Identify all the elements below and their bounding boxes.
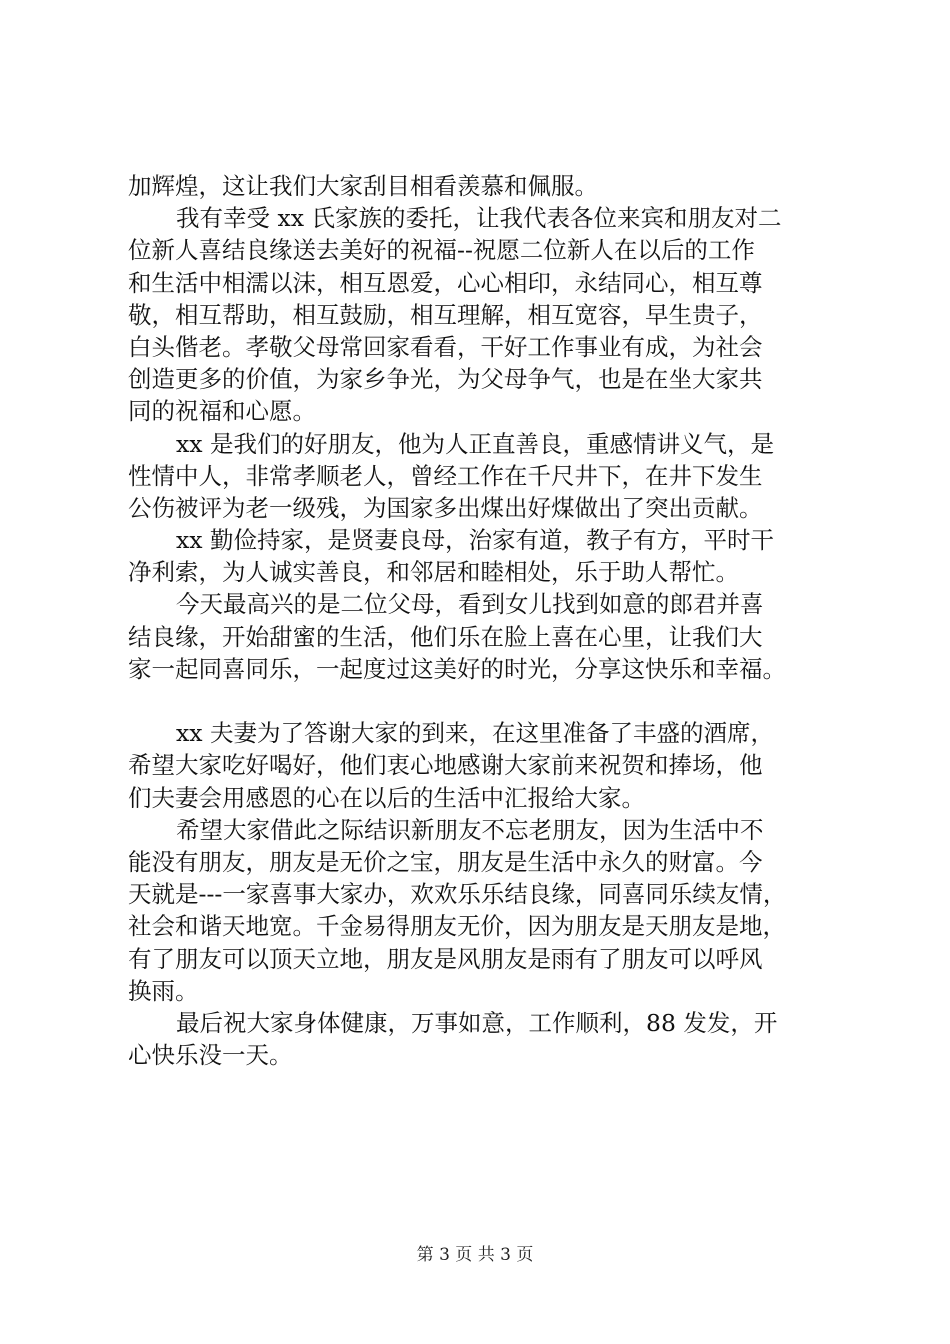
text-line: 家一起同喜同乐，一起度过这美好的时光，分享这快乐和幸福。: [128, 654, 786, 683]
text-line: xx 是我们的好朋友，他为人正直善良，重感情讲义气，是: [176, 429, 774, 458]
text-line: 同的祝福和心愿。: [128, 397, 316, 426]
text-line: 换雨。: [128, 976, 199, 1005]
text-line: 结良缘，开始甜蜜的生活，他们乐在脸上喜在心里，让我们大: [128, 622, 763, 651]
text-line: 创造更多的价值，为家乡争光，为父母争气，也是在坐大家共: [128, 365, 763, 394]
text-line: 希望大家吃好喝好，他们衷心地感谢大家前来祝贺和捧场，他: [128, 751, 763, 780]
text-line: 白头偕老。孝敬父母常回家看看，干好工作事业有成，为社会: [128, 332, 763, 361]
text-line: 敬，相互帮助，相互鼓励，相互理解，相互宽容，早生贵子，: [128, 300, 763, 329]
text-line: 净利索，为人诚实善良，和邻居和睦相处，乐于助人帮忙。: [128, 558, 739, 587]
text-line: 加辉煌，这让我们大家刮目相看羡慕和佩服。: [128, 172, 598, 200]
text-line: 有了朋友可以顶天立地，朋友是风朋友是雨有了朋友可以呼风: [128, 944, 763, 973]
blank-line: [128, 685, 840, 717]
text-line: 位新人喜结良缘送去美好的祝福--祝愿二位新人在以后的工作: [128, 236, 755, 265]
text-line: 最后祝大家身体健康，万事如意，工作顺利，88 发发，开: [176, 1008, 778, 1037]
text-line: xx 勤俭持家，是贤妻良母，治家有道，教子有方，平时干: [176, 526, 774, 555]
text-line: 们夫妻会用感恩的心在以后的生活中汇报给大家。: [128, 783, 645, 812]
text-line: 能没有朋友，朋友是无价之宝，朋友是生活中永久的财富。今: [128, 847, 763, 876]
text-line: 天就是---一家喜事大家办，欢欢乐乐结良缘，同喜同乐续友情，: [128, 880, 787, 909]
text-line: 性情中人，非常孝顺老人，曾经工作在千尺井下，在井下发生: [128, 461, 763, 490]
text-line: 公伤被评为老一级残，为国家多出煤出好煤做出了突出贡献。: [128, 493, 763, 522]
text-line: 今天最高兴的是二位父母，看到女儿找到如意的郎君并喜: [176, 590, 764, 619]
document-body: [128, 170, 840, 1071]
text-line: xx 夫妻为了答谢大家的到来，在这里准备了丰盛的酒席，: [176, 719, 774, 748]
text-line: 和生活中相濡以沫，相互恩爱，心心相印，永结同心，相互尊: [128, 268, 763, 297]
text-line: 希望大家借此之际结识新朋友不忘老朋友，因为生活中不: [176, 815, 764, 844]
text-line: 我有幸受 xx 氏家族的委托，让我代表各位来宾和朋友对二: [176, 204, 782, 233]
text-line: 心快乐没一天。: [128, 1041, 293, 1070]
text-line: 社会和谐天地宽。千金易得朋友无价，因为朋友是天朋友是地，: [128, 912, 786, 941]
page-footer: 第 3 页 共 3 页: [416, 1245, 534, 1265]
